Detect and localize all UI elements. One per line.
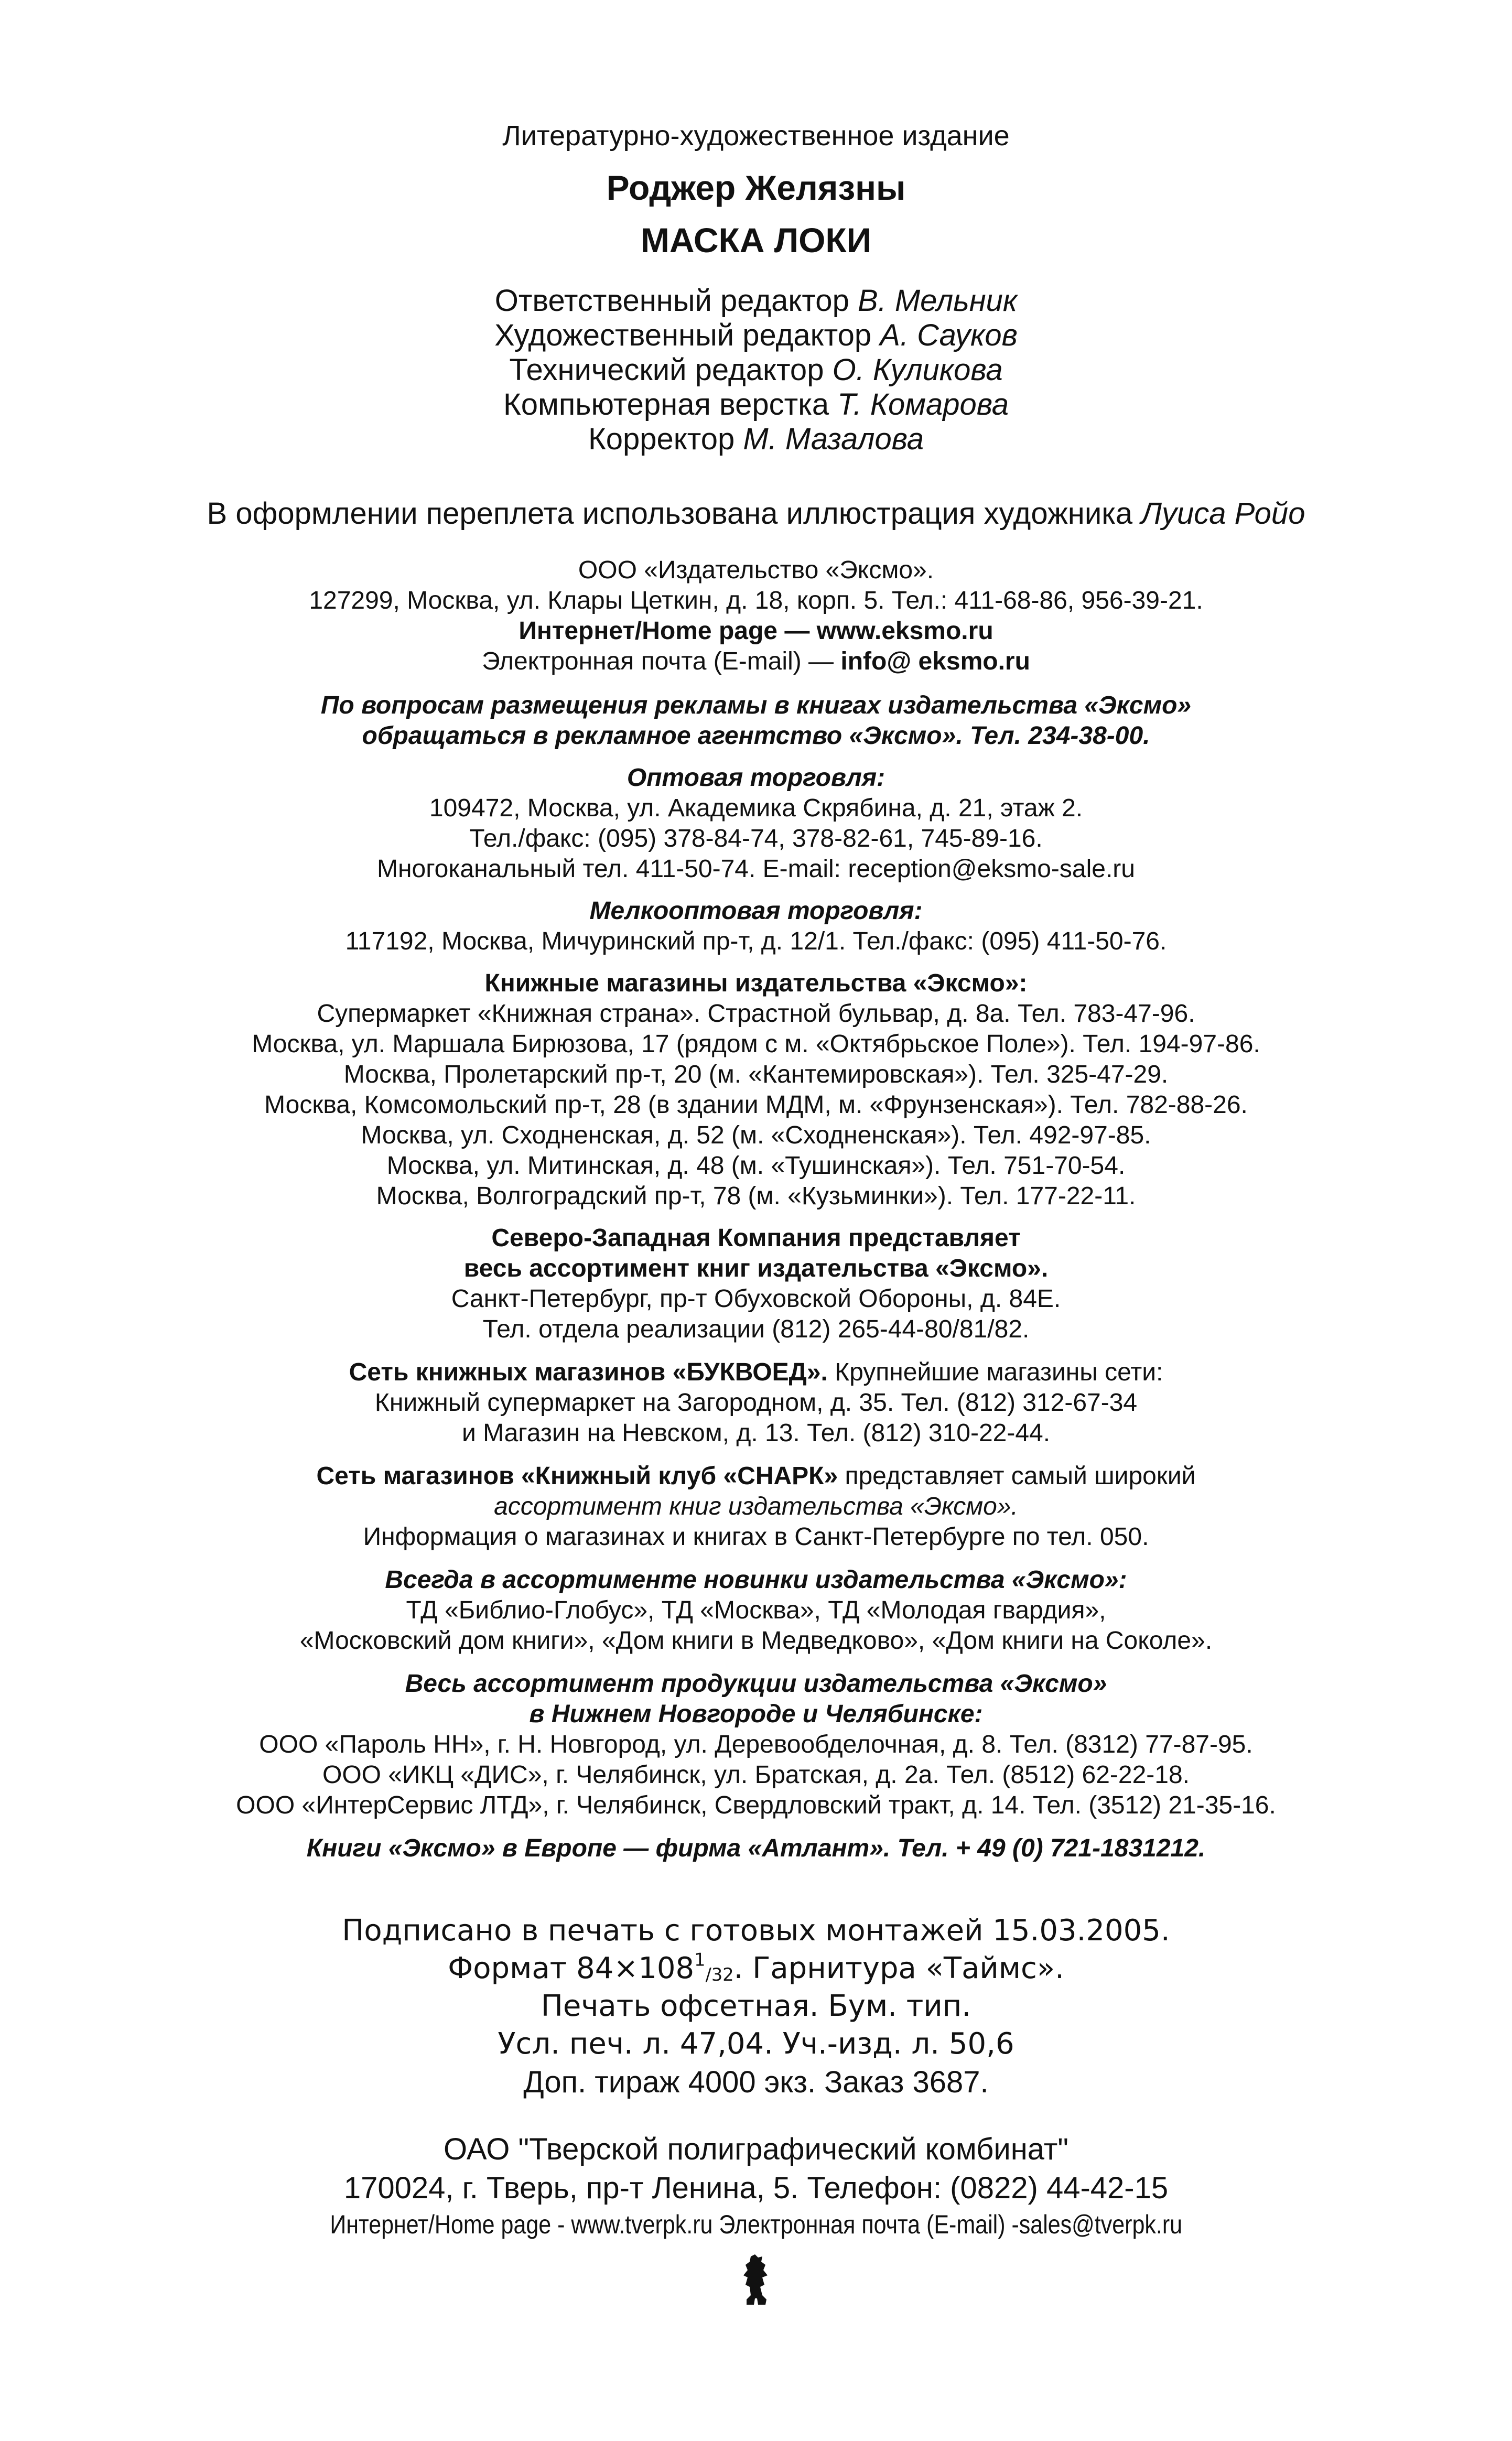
region-line: ООО «ИКЦ «ДИС», г. Челябинск, ул. Братская, д. 2а. Тел. (8512) 62-22-18. [322, 1761, 1190, 1789]
bukvoed-line-1: Сеть книжных магазинов «БУКВОЕД». Крупнейшие магазины сети: [349, 1358, 1163, 1386]
cover-illustration-note: В оформлении переплета использована иллюстрация художника Луиса Ройо [207, 496, 1305, 531]
novelties-heading: Всегда в ассортименте новинки издательства «Эксмо»: [385, 1566, 1127, 1594]
print-signed: Подписано в печать с готовых монтажей 15.03.2005. [342, 1914, 1170, 1948]
printer-web: Интернет/Home page - www.tverpk.ru Электронная почта (E-mail) -sales@tverpk.ru [330, 2210, 1182, 2239]
printer-address: 170024, г. Тверь, пр-т Ленина, 5. Телефон: (0822) 44-42-15 [343, 2171, 1169, 2205]
print-format: Формат $84\times 108^1_{/32}$. Гарнитура «Таймс». [448, 1949, 1064, 1985]
store-line: Москва, ул. Митинская, д. 48 (м. «Тушинская»). Тел. 751-70-54. [386, 1152, 1126, 1180]
regions-heading-1: Весь ассортимент продукции издательства «Эксмо» [405, 1670, 1107, 1698]
advert-line-1: По вопросам размещения рекламы в книгах издательства «Эксмо» [320, 692, 1192, 719]
store-line: Москва, Волгоградский пр-т, 78 (м. «Кузьминки»). Тел. 177-22-11. [376, 1182, 1136, 1210]
credit-tech-editor: Технический редактор О. Куликова [509, 353, 1003, 387]
credit-layout: Компьютерная верстка Т. Комарова [503, 387, 1009, 422]
store-line: Москва, ул. Сходненская, д. 52 (м. «Сходненская»). Тел. 492-97-85. [361, 1121, 1151, 1149]
region-line: ООО «Пароль НН», г. Н. Новгород, ул. Деревообделочная, д. 8. Тел. (8312) 77-87-95. [259, 1731, 1253, 1758]
bear-logo-icon [739, 2254, 773, 2307]
europe-line: Книги «Эксмо» в Европе — фирма «Атлант». Тел. + 49 (0) 721-1831212. [306, 1834, 1206, 1862]
publisher-name: ООО «Издательство «Эксмо». [578, 556, 934, 584]
northwest-line-3: Санкт-Петербург, пр-т Обуховской Обороны, д. 84Е. [451, 1285, 1061, 1313]
publisher-web: Интернет/Home page — www.eksmo.ru [519, 617, 993, 645]
print-type: Печать офсетная. Бум. тип. [541, 1989, 971, 2023]
bukvoed-line-2: Книжный супермаркет на Загородном, д. 35. Тел. (812) 312-67-34 [374, 1389, 1138, 1417]
credit-chief-editor: Ответственный редактор В. Мельник [494, 284, 1018, 318]
credit-proofreader: Корректор М. Мазалова [588, 422, 924, 456]
author-name: Роджер Желязны [606, 168, 906, 207]
printer-name: ОАО "Тверской полиграфический комбинат" [444, 2132, 1068, 2166]
advert-line-2: обращаться в рекламное агентство «Эксмо». Тел. 234-38-00. [362, 722, 1150, 750]
bukvoed-line-3: и Магазин на Невском, д. 13. Тел. (812) 310-22-44. [461, 1419, 1051, 1447]
publisher-email: Электронная почта (E-mail) — info@ eksmo.ru [482, 647, 1030, 675]
wholesale-heading: Оптовая торговля: [627, 764, 885, 792]
northwest-line-1: Северо-Западная Компания представляет [491, 1224, 1021, 1252]
small-wholesale-line: 117192, Москва, Мичуринский пр-т, д. 12/1. Тел./факс: (095) 411-50-76. [345, 927, 1167, 955]
region-line: ООО «ИнтерСервис ЛТД», г. Челябинск, Свердловский тракт, д. 14. Тел. (3512) 21-35-16. [236, 1791, 1276, 1819]
snark-line-1: Сеть магазинов «Книжный клуб «СНАРК» представляет самый широкий [316, 1462, 1196, 1490]
credit-art-editor: Художественный редактор А. Сауков [494, 318, 1018, 352]
store-line: Москва, ул. Маршала Бирюзова, 17 (рядом с м. «Октябрьское Поле»). Тел. 194-97-86. [252, 1030, 1260, 1058]
wholesale-line: Многоканальный тел. 411-50-74. E-mail: reception@eksmo-sale.ru [377, 855, 1135, 883]
wholesale-line: 109472, Москва, ул. Академика Скрябина, д. 21, этаж 2. [429, 794, 1083, 822]
store-line: Москва, Комсомольский пр-т, 28 (в здании МДМ, м. «Фрунзенская»). Тел. 782-88-26. [264, 1091, 1248, 1119]
northwest-line-4: Тел. отдела реализации (812) 265-44-80/81/82. [482, 1315, 1030, 1343]
snark-line-3: Информация о магазинах и книгах в Санкт-Петербурге по тел. 050. [363, 1523, 1149, 1551]
regions-heading-2: в Нижнем Новгороде и Челябинске: [529, 1700, 983, 1728]
print-run: Доп. тираж 4000 экз. Заказ 3687. [523, 2065, 989, 2099]
wholesale-line: Тел./факс: (095) 378-84-74, 378-82-61, 745-89-16. [469, 825, 1043, 852]
print-sheets: Усл. печ. л. 47,04. Уч.-изд. л. 50,6 [498, 2027, 1014, 2061]
edition-type: Литературно-художественное издание [502, 120, 1010, 152]
northwest-line-2: весь ассортимент книг издательства «Эксмо». [463, 1255, 1049, 1282]
book-title: МАСКА ЛОКИ [640, 221, 872, 260]
small-wholesale-heading: Мелкооптовая торговля: [589, 897, 923, 925]
stores-heading: Книжные магазины издательства «Эксмо»: [484, 969, 1028, 997]
store-line: Москва, Пролетарский пр-т, 20 (м. «Кантемировская»). Тел. 325-47-29. [343, 1061, 1169, 1088]
novelties-line-1: ТД «Библио-Глобус», ТД «Москва», ТД «Молодая гвардия», [406, 1596, 1106, 1624]
snark-line-2: ассортимент книг издательства «Эксмо». [494, 1493, 1018, 1520]
novelties-line-2: «Московский дом книги», «Дом книги в Медведково», «Дом книги на Соколе». [299, 1627, 1213, 1655]
publisher-address: 127299, Москва, ул. Клары Цеткин, д. 18, корп. 5. Тел.: 411-68-86, 956-39-21. [309, 587, 1203, 614]
store-line: Супермаркет «Книжная страна». Страстной бульвар, д. 8а. Тел. 783-47-96. [317, 1000, 1195, 1028]
